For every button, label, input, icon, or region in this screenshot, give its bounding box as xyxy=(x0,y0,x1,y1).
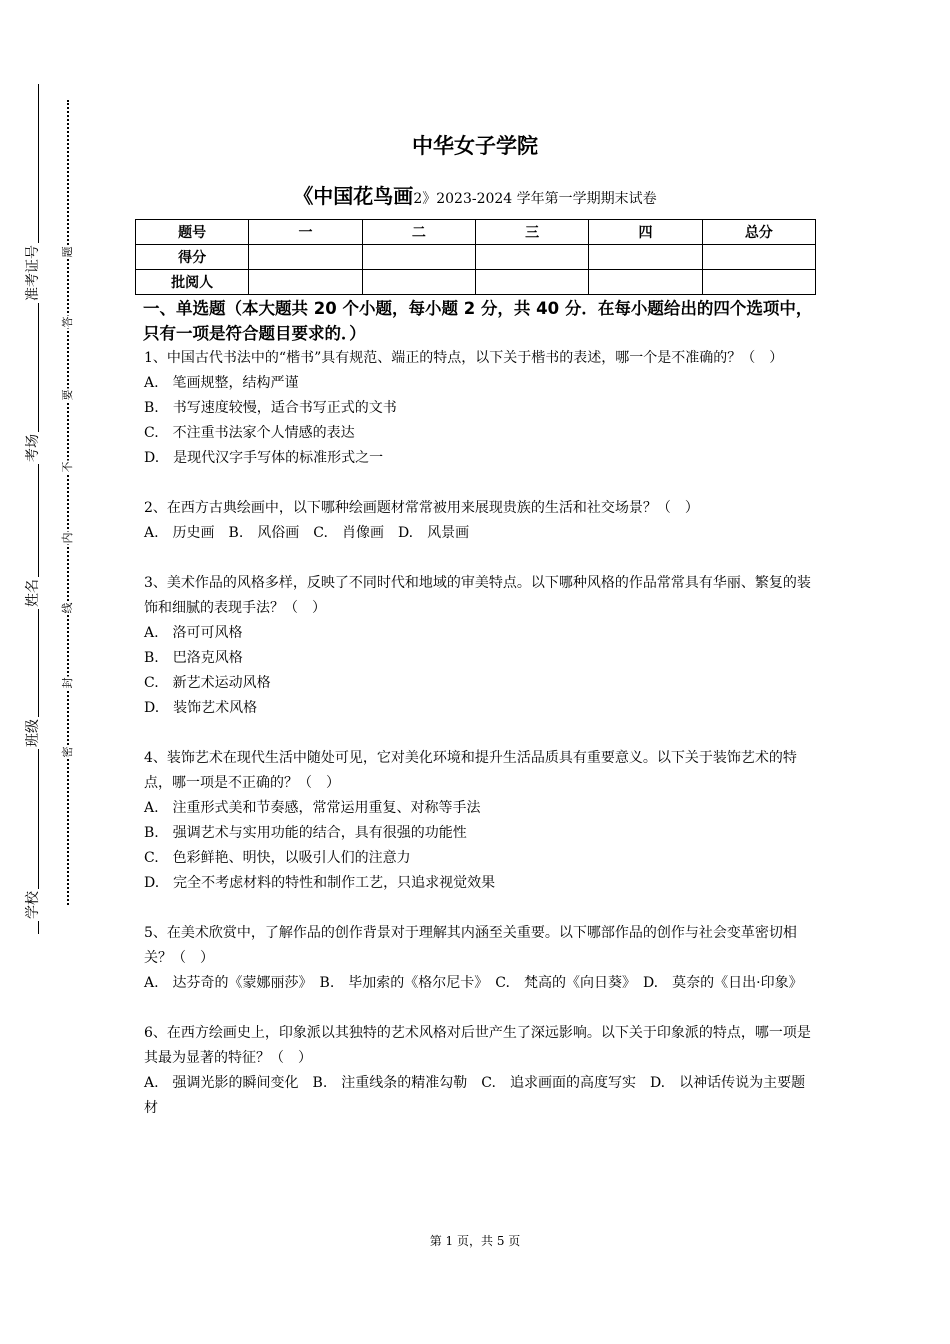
exam-term: 2》2023-2024 学年第一学期期末试卷 xyxy=(413,191,657,207)
question-1 xyxy=(144,346,814,471)
option: A. 笔画规整，结构严谨 xyxy=(144,375,299,391)
option: D. 完全不考虑材料的特性和制作工艺，只追求视觉效果 xyxy=(144,875,496,891)
score-cell[interactable] xyxy=(362,245,475,270)
page-footer: 第 1 页，共 5 页 xyxy=(429,1234,521,1248)
grader-cell[interactable] xyxy=(362,270,475,295)
question-3 xyxy=(144,571,814,721)
option: C. 新艺术运动风格 xyxy=(144,675,271,691)
table-header-cell: 题号 xyxy=(136,220,249,245)
score-table xyxy=(135,219,816,295)
option: C. 色彩鲜艳、明快，以吸引人们的注意力 xyxy=(144,850,411,866)
question-stem: 5、在美术欣赏中，了解作品的创作背景对于理解其内涵至关重要。以下哪部作品的创作与社会变革密切相关？（ ） xyxy=(144,925,797,966)
table-header-cell: 三 xyxy=(475,220,588,245)
grader-cell[interactable] xyxy=(702,270,815,295)
option: A. 注重形式美和节奏感，常常运用重复、对称等手法 xyxy=(144,800,481,816)
question-stem: 6、在西方绘画史上，印象派以其独特的艺术风格对后世产生了深远影响。以下关于印象派的特点，哪一项是其最为显著的特征？（ ） xyxy=(144,1025,811,1066)
question-stem: 1、中国古代书法中的“楷书”具有规范、端正的特点，以下关于楷书的表述，哪一个是不准确的？（ ） xyxy=(144,350,784,366)
question-6 xyxy=(144,1021,814,1121)
question-5 xyxy=(144,921,814,996)
score-cell[interactable] xyxy=(249,245,362,270)
exam-title xyxy=(0,180,950,209)
table-header-cell: 总分 xyxy=(702,220,815,245)
option: B. 书写速度较慢，适合书写正式的文书 xyxy=(144,400,397,416)
question-4 xyxy=(144,746,814,896)
question-2 xyxy=(144,496,814,546)
option: A. 洛可可风格 xyxy=(144,625,243,641)
course-name: 《中国花鸟画 xyxy=(293,184,414,208)
option: D. 是现代汉字手写体的标准形式之一 xyxy=(144,450,384,466)
school-name: 中华女子学院 xyxy=(412,134,538,158)
option: A. 达芬奇的《蒙娜丽莎》 B. 毕加索的《格尔尼卡》 C. 梵高的《向日葵》 D. 莫奈的《日出·印象》 xyxy=(144,975,803,991)
grader-cell[interactable] xyxy=(589,270,702,295)
grader-cell[interactable] xyxy=(249,270,362,295)
binding-margin-dotted-line xyxy=(67,100,69,905)
grader-row xyxy=(136,270,816,295)
option: A. 强调光影的瞬间变化 B. 注重线条的精准勾勒 C. 追求画面的高度写实 D. 以神话传说为主要题材 xyxy=(144,1075,806,1116)
table-header-cell: 四 xyxy=(589,220,702,245)
question-stem: 3、美术作品的风格多样，反映了不同时代和地域的审美特点。以下哪种风格的作品常常具有华丽、繁复的装饰和细腻的表现手法？（ ） xyxy=(144,575,811,616)
row-label: 批阅人 xyxy=(136,270,249,295)
row-label: 得分 xyxy=(136,245,249,270)
option: B. 巴洛克风格 xyxy=(144,650,243,666)
option: C. 不注重书法家个人情感的表达 xyxy=(144,425,355,441)
exam-content xyxy=(144,296,814,1121)
question-stem: 2、在西方古典绘画中，以下哪种绘画题材常常被用来展现贵族的生活和社交场景？（ ） xyxy=(144,500,699,516)
binding-margin-solid-line xyxy=(38,84,39,934)
option: A. 历史画 B. 风俗画 C. 肖像画 D. 风景画 xyxy=(144,525,470,541)
score-table-header-row xyxy=(136,220,816,245)
score-cell[interactable] xyxy=(702,245,815,270)
question-stem: 4、装饰艺术在现代生活中随处可见，它对美化环境和提升生活品质具有重要意义。以下关于装饰艺术的特点，哪一项是不正确的？（ ） xyxy=(144,750,797,791)
option: D. 装饰艺术风格 xyxy=(144,700,258,716)
option: B. 强调艺术与实用功能的结合，具有很强的功能性 xyxy=(144,825,467,841)
score-cell[interactable] xyxy=(589,245,702,270)
score-row xyxy=(136,245,816,270)
grader-cell[interactable] xyxy=(475,270,588,295)
score-cell[interactable] xyxy=(475,245,588,270)
section-heading: 一、单选题（本大题共 20 个小题，每小题 2 分，共 40 分．在每小题给出的四个选项中，只有一项是符合题目要求的．） xyxy=(143,299,813,343)
table-header-cell: 二 xyxy=(362,220,475,245)
table-header-cell: 一 xyxy=(249,220,362,245)
